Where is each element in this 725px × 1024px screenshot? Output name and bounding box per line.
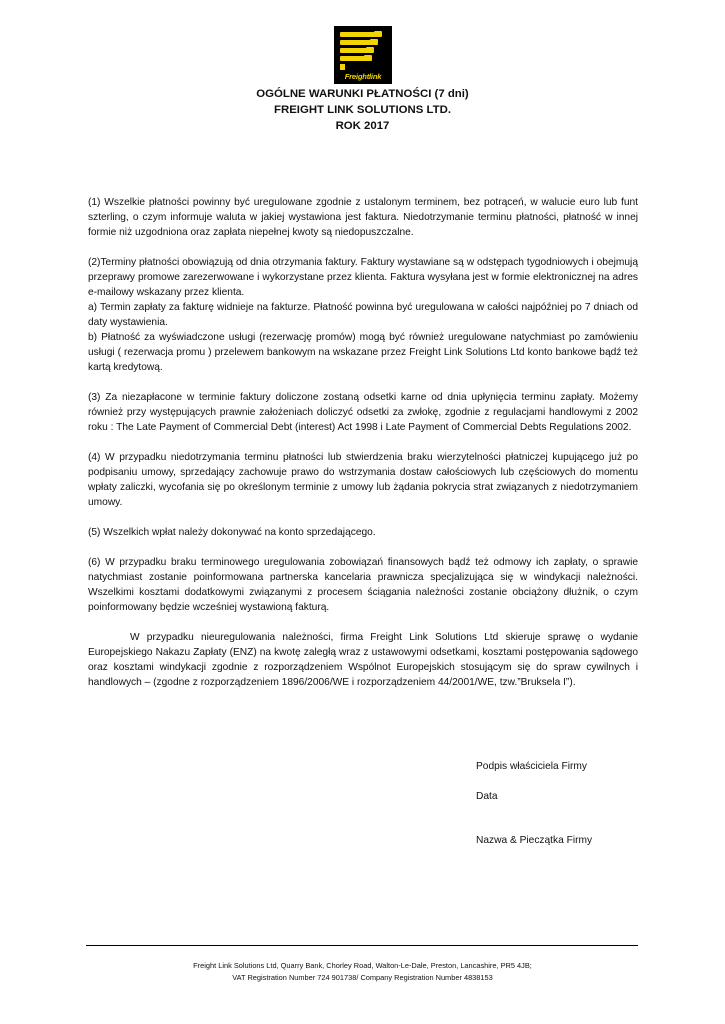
paragraph-3: (3) Za niezapłacone w terminie faktury doliczone zostaną odsetki karne od dnia upłynięcia terminu zapłaty. Możemy również przy występujących prawnie założeniach doliczyć odsetki za zwłokę, zgodnie z regulacjami handlowymi z 2002 roku : The Late Payment of Commercial Debt (interest) Act 1998 i Late Payment of Commercial Debts Regulations 2002. bbox=[88, 392, 638, 433]
freightlink-logo bbox=[334, 26, 392, 84]
footer-address: Freight Link Solutions Ltd, Quarry Bank, Chorley Road, Walton-Le-Dale, Preston, Lancashire, PR5 4JB; bbox=[193, 961, 532, 970]
paragraph-2a: a) Termin zapłaty za fakturę widnieje na fakturze. Płatność powinna być uregulowana w całości najpóźniej po 7 dniach od daty wystawienia. bbox=[88, 302, 638, 328]
footer bbox=[0, 960, 725, 984]
paragraph-1: (1) Wszelkie płatności powinny być uregulowane zgodnie z ustalonym terminem, bez potrąceń, w walucie euro lub funt szterling, o czym informuje waluta w jakiej wystawiona jest faktura. Niedotrzymanie terminu płatności, płatność w innej formie niż uzgodniona oraz zapłata niepełnej kwoty są niedopuszczalne. bbox=[88, 197, 638, 238]
signature-owner-label: Podpis właściciela Firmy bbox=[476, 761, 587, 772]
signature-date-label: Data bbox=[476, 791, 498, 802]
title-line-3: ROK 2017 bbox=[335, 120, 390, 132]
paragraph-5: (5) Wszelkich wpłat należy dokonywać na konto sprzedającego. bbox=[88, 527, 376, 538]
footer-registration: VAT Registration Number 724 901738/ Company Registration Number 4838153 bbox=[232, 973, 493, 982]
paragraph-2b: b) Płatność za wyświadczone usługi (rezerwację promów) mogą być również uregulowane natychmiast po zamówieniu usługi ( rezerwacja promu ) przelewem bankowym na wskazane przez Freight Link Solutions Ltd konto bankowe bądź też kartą kredytową. bbox=[88, 332, 638, 373]
footer-divider bbox=[86, 945, 638, 946]
title-line-1: OGÓLNE WARUNKI PŁATNOŚCI (7 dni) bbox=[256, 88, 469, 100]
paragraph-4: (4) W przypadku niedotrzymania terminu płatności lub stwierdzenia braku wierzytelności płatniczej kupującego już po podpisaniu umowy, sprzedający zachowuje prawo do wstrzymania dostaw całościowych lub częściowych do momentu wpłaty zaliczki, wycofania się po określonym terminie z umowy lub żądania pokrycia strat związanych z niedotrzymaniem umowy. bbox=[88, 452, 638, 508]
document-title bbox=[0, 86, 725, 134]
title-line-2: FREIGHT LINK SOLUTIONS LTD. bbox=[274, 104, 451, 116]
logo-wordmark: Freightlink bbox=[344, 72, 382, 81]
paragraph-7: W przypadku nieuregulowania należności, firma Freight Link Solutions Ltd skieruje sprawę o wydanie Europejskiego Nakazu Zapłaty (ENZ) na kwotę zaległą wraz z ustawowymi odsetkami, kosztami postępowania sądowego oraz kosztami windykacji zgodnie z rozporządzeniem Wspólnot Europejskich stosującym się do spraw cywilnych i handlowych – (zgodne z rozporządzeniem 1896/2006/WE i rozporządzeniem 44/2001/WE, tzw.”Bruksela I”). bbox=[88, 632, 638, 688]
paragraph-2: (2)Terminy płatności obowiązują od dnia otrzymania faktury. Faktury wystawiane są w odstępach tygodniowych i obejmują przeprawy promowe zarezerwowane i wykorzystane przez klienta. Faktura wysyłana jest w formie elektronicznej na adres e-mailowy wskazany przez klienta. bbox=[88, 257, 638, 298]
terms-body bbox=[88, 195, 638, 705]
signature-stamp-label: Nazwa & Pieczątka Firmy bbox=[476, 835, 593, 846]
paragraph-6: (6) W przypadku braku terminowego uregulowania zobowiązań finansowych bądź też odmowy ich zapłaty, o sprawie natychmiast zostanie poinformowana partnerska kancelaria prawnicza specjalizująca się w windykacji należności. Wszelkimi kosztami dodatkowymi związanymi z procesem ściągania należności zostanie obciążony dłużnik, o czym poinformowany będzie wcześniej wystawioną fakturą. bbox=[88, 557, 638, 613]
truck-stack-icon bbox=[334, 26, 392, 74]
